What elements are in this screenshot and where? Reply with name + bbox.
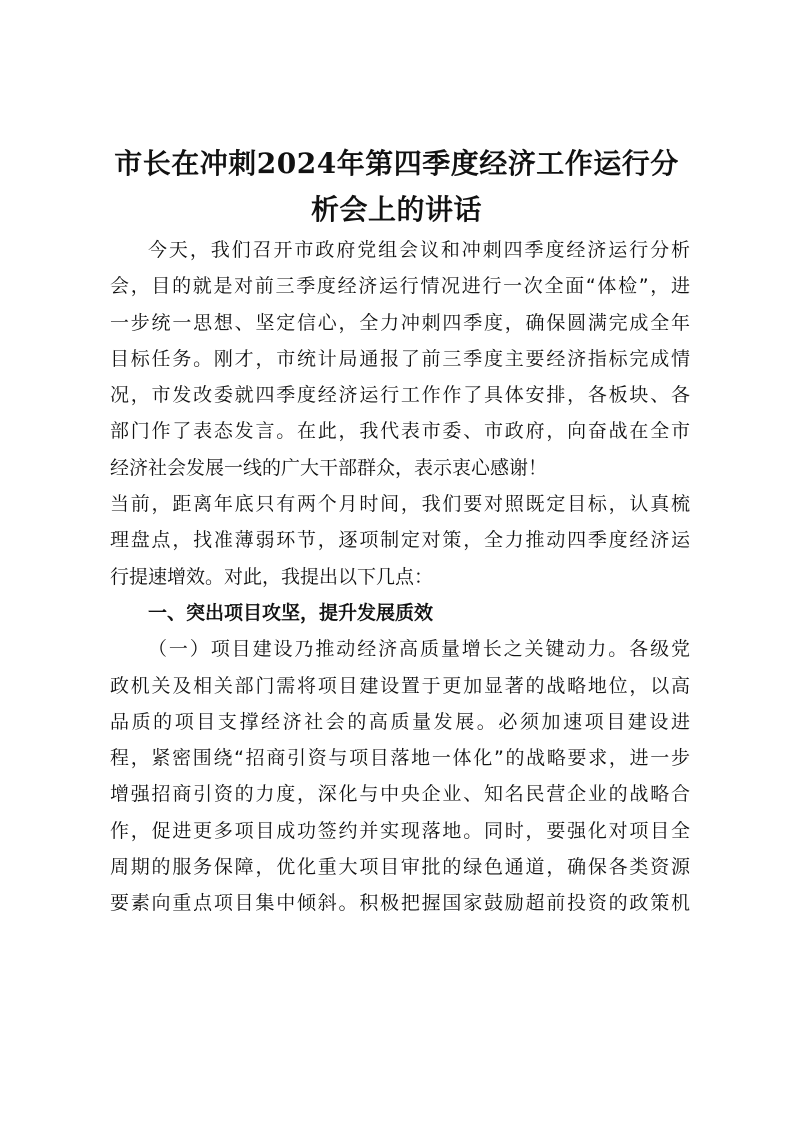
paragraph-line: 目标任务。刚才，市统计局通报了前三季度主要经济指标完成情 <box>110 347 690 370</box>
paragraph-line: 当前，距离年底只有两个月时间，我们要对照既定目标，认真梳 <box>110 493 690 516</box>
document-body <box>110 232 690 922</box>
document-title-line-1: 市长在冲刺2024年第四季度经济工作运行分 <box>114 147 679 180</box>
paragraph-line: 作，促进更多项目成功签约并实现落地。同时，要强化对项目全 <box>110 819 690 842</box>
paragraph-line: 要素向重点项目集中倾斜。积极把握国家鼓励超前投资的政策机 <box>110 892 690 915</box>
paragraph-line: 政机关及相关部门需将项目建设置于更加显著的战略地位，以高 <box>110 674 690 697</box>
document-title-line-2: 析会上的讲话 <box>310 193 482 226</box>
paragraph-line: 经济社会发展一线的广大干部群众，表示衷心感谢！ <box>110 456 548 479</box>
paragraph-line: 理盘点，找准薄弱环节，逐项制定对策，全力推动四季度经济运 <box>110 529 690 552</box>
paragraph-line: 程，紧密围绕“招商引资与项目落地一体化”的战略要求，进一步 <box>110 747 690 770</box>
paragraph-line: 周期的服务保障，优化重大项目审批的绿色通道，确保各类资源 <box>110 856 690 879</box>
section-heading-text: 一、突出项目攻坚，提升发展质效 <box>148 601 434 624</box>
paragraph-project-construction <box>110 631 690 921</box>
paragraph-line: 况，市发改委就四季度经济运行工作作了具体安排，各板块、各 <box>110 384 690 407</box>
paragraph-line: 今天，我们召开市政府党组会议和冲刺四季度经济运行分析 <box>148 239 690 261</box>
paragraph-current-situation <box>110 486 690 595</box>
paragraph-line: 会，目的就是对前三季度经济运行情况进行一次全面“体检”，进 <box>110 275 690 298</box>
paragraph-line: （一）项目建设乃推动经济高质量增长之关键动力。各级党 <box>148 638 690 661</box>
paragraph-line: 品质的项目支撑经济社会的高质量发展。必须加速项目建设进 <box>110 710 690 733</box>
paragraph-line: 部门作了表态发言。在此，我代表市委、市政府，向奋战在全市 <box>110 420 690 443</box>
paragraph-opening <box>110 232 690 486</box>
paragraph-line: 增强招商引资的力度，深化与中央企业、知名民营企业的战略合 <box>110 783 690 806</box>
paragraph-line: 一步统一思想、坚定信心，全力冲刺四季度，确保圆满完成全年 <box>110 311 690 334</box>
section-heading-1 <box>110 595 690 631</box>
paragraph-line: 行提速增效。对此，我提出以下几点： <box>110 565 434 588</box>
